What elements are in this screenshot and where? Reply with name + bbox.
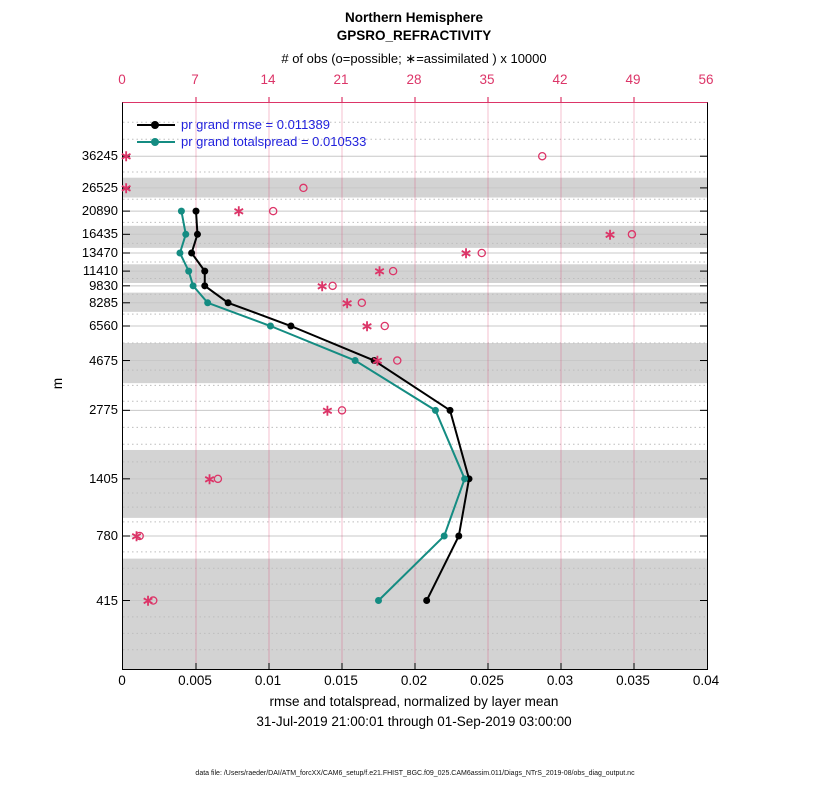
profile-point (432, 407, 439, 414)
profile-point (352, 357, 359, 364)
totalspread-marker-sample (151, 138, 159, 146)
y-axis-tick-label: 9830 (89, 277, 118, 293)
legend-item-rmse (137, 116, 366, 133)
y-axis-tick-label: 20890 (81, 203, 118, 219)
profile-point (190, 282, 197, 289)
rmse-marker-sample (151, 121, 159, 129)
obs-assimilated-marker: ∗ (119, 179, 133, 197)
top-axis-tick-label: 56 (698, 72, 714, 87)
top-axis-tick-label: 14 (260, 72, 276, 87)
y-axis-tick-label: 8285 (89, 294, 118, 310)
obs-assimilated-marker: ∗ (459, 244, 473, 262)
obs-assimilated-marker: ∗ (130, 527, 143, 545)
bottom-axis-tick-label: 0.035 (616, 673, 650, 688)
top-axis-tick-labels (118, 72, 714, 88)
figure-title: Northern Hemisphere (344, 10, 484, 25)
obs-assimilated-marker: ∗ (321, 402, 334, 420)
profile-point (375, 597, 382, 604)
obs-assimilated-marker: ∗ (340, 294, 354, 312)
y-axis-tick-label: 415 (96, 592, 118, 608)
y-axis-tick-label: 11410 (82, 263, 118, 279)
plot-area (119, 102, 708, 670)
bottom-axis-tick-label: 0.025 (470, 673, 504, 688)
obs-assimilated-marker: ∗ (232, 203, 246, 221)
y-axis-tick-label: 4675 (89, 352, 118, 368)
profile-point (204, 299, 211, 306)
data-file-footer: data file: /Users/raeder/DAI/ATM_forcXX/CAM6_setup/f.e21.FHIST_BGC.f09_025.CAM6assim.011/Diags_NTrS_2019-08/obs_diag_output.nc (195, 770, 635, 777)
profile-point (176, 249, 183, 256)
profile-point (461, 475, 468, 482)
bottom-axis-tick-label: 0.005 (178, 673, 212, 688)
top-axis-tick-label: 35 (479, 72, 495, 87)
top-axis-tick-label: 42 (552, 72, 568, 87)
y-axis-tick-label: 780 (96, 527, 118, 543)
obs-assimilated-marker: ∗ (315, 277, 329, 295)
profile-point (423, 597, 430, 604)
legend-label-rmse: pr grand rmse = 0.011389 (181, 117, 330, 132)
profile-point (447, 407, 454, 414)
legend-item-totalspread (137, 133, 366, 150)
y-axis-tick-labels (28, 102, 118, 668)
obs-assimilated-marker: ∗ (119, 148, 133, 166)
bottom-axis-tick-label: 0.04 (692, 673, 720, 688)
profile-point (287, 323, 294, 330)
top-axis-tick-label: 49 (625, 72, 641, 87)
obs-axis-label: # of obs (o=possible; ∗=assimilated ) x 10000 (281, 51, 547, 66)
totalspread-line-sample (137, 141, 175, 143)
obs-assimilated-marker: ∗ (141, 592, 155, 610)
profile-point (201, 282, 208, 289)
profile-point (185, 268, 192, 275)
y-axis-tick-label: 2775 (89, 402, 118, 418)
rmse-line-sample (137, 124, 175, 126)
plot-canvas (119, 103, 707, 669)
top-axis-tick-label: 0 (118, 72, 126, 87)
y-axis-tick-label: 26525 (81, 179, 118, 195)
top-axis-tick-label: 28 (406, 72, 422, 87)
top-axis-tick-label: 21 (333, 72, 349, 87)
profile-point (182, 231, 189, 238)
profile-point (193, 208, 200, 215)
bottom-axis-tick-label: 0.015 (324, 673, 358, 688)
profile-point (194, 231, 201, 238)
y-axis-tick-label: 16435 (81, 226, 118, 242)
legend-label-totalspread: pr grand totalspread = 0.010533 (181, 134, 367, 149)
obs-assimilated-marker: ∗ (203, 470, 216, 488)
obs-assimilated-marker: ∗ (373, 263, 386, 281)
legend (137, 116, 366, 150)
y-axis-tick-label: 6560 (89, 318, 118, 333)
timespan-label: 31-Jul-2019 21:00:01 through 01-Sep-2019 03:00:00 (256, 714, 572, 729)
y-axis-tick-label: 13470 (81, 244, 118, 260)
bottom-axis-tick-label: 0.02 (400, 673, 428, 688)
bottom-axis-tick-label: 0 (118, 673, 126, 688)
profile-point (455, 532, 462, 539)
profile-point (225, 299, 232, 306)
y-axis-tick-label: 1405 (89, 470, 118, 486)
profile-point (267, 323, 274, 330)
y-axis-label: m (50, 377, 66, 390)
obs-assimilated-marker: ∗ (603, 226, 617, 244)
profile-point (188, 249, 195, 256)
profile-point (201, 268, 208, 275)
top-axis-tick-label: 7 (191, 72, 199, 87)
obs-assimilated-marker: ∗ (371, 352, 384, 370)
bottom-axis-tick-label: 0.03 (546, 673, 574, 688)
profile-point (178, 208, 185, 215)
y-axis-tick-label: 36245 (81, 148, 118, 164)
x-axis-label: rmse and totalspread, normalized by layer mean (269, 694, 559, 709)
bottom-axis-tick-label: 0.01 (254, 673, 282, 688)
figure-subtitle: GPSRO_REFRACTIVITY (336, 28, 492, 43)
profile-point (441, 532, 448, 539)
bottom-axis-tick-labels (118, 673, 720, 689)
obs-assimilated-marker: ∗ (360, 318, 374, 336)
